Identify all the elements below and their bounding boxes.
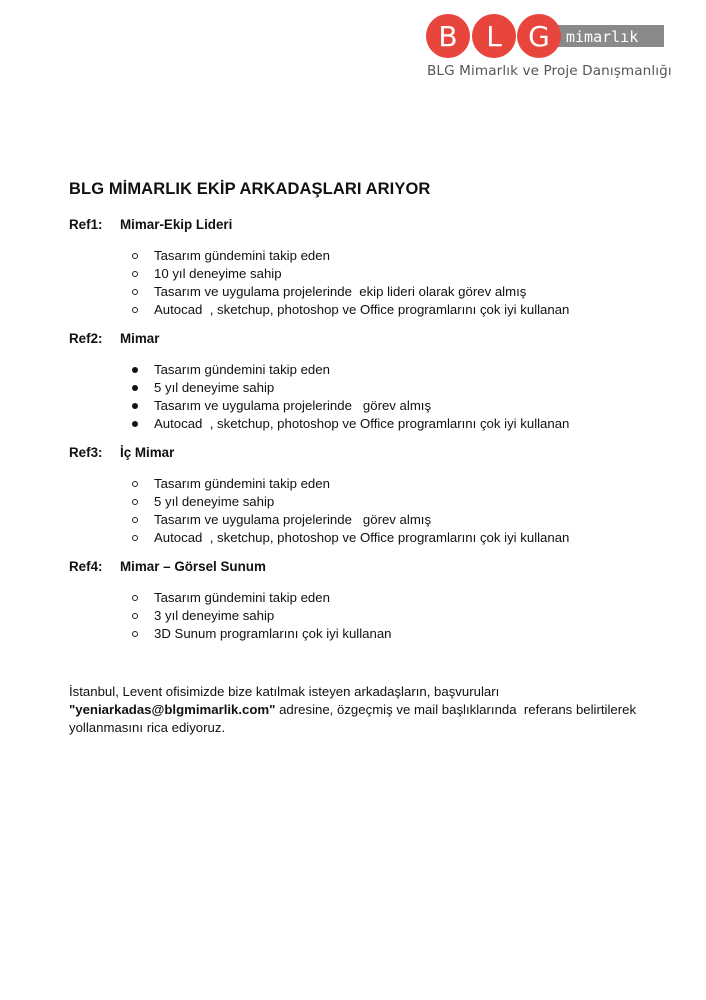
list-item	[132, 301, 652, 319]
ref-role: Mimar-Ekip Lideri	[120, 217, 233, 232]
ref-code: Ref2:	[69, 331, 103, 346]
ref-role: Mimar – Görsel Sunum	[120, 559, 266, 574]
list-item	[132, 247, 652, 265]
ref-section-4	[69, 559, 669, 641]
ref-role: İç Mimar	[120, 445, 175, 460]
bullet-icon	[132, 307, 138, 313]
bullet-icon	[132, 517, 138, 523]
list-item-text: Tasarım gündemini takip eden	[154, 590, 330, 605]
ref-heading	[69, 217, 669, 237]
logo-brand-word: mimarlık	[566, 28, 639, 46]
page-title: BLG MİMARLIK EKİP ARKADAŞLARI ARIYOR	[69, 180, 431, 198]
list-item-text: Tasarım gündemini takip eden	[154, 248, 330, 263]
bullet-icon	[132, 631, 138, 637]
bullet-icon	[132, 289, 138, 295]
list-item	[132, 415, 652, 433]
ref-requirements-list	[132, 247, 652, 319]
list-item	[132, 625, 652, 643]
ref-requirements-list	[132, 361, 652, 433]
ref-heading	[69, 445, 669, 465]
list-item-text: Tasarım ve uygulama projelerinde ekip lideri olarak görev almış	[154, 284, 527, 299]
list-item	[132, 265, 652, 283]
ref-code: Ref3:	[69, 445, 103, 460]
list-item	[132, 361, 652, 379]
company-tagline: BLG Mimarlık ve Proje Danışmanlığı	[427, 63, 672, 79]
list-item	[132, 475, 652, 493]
list-item	[132, 589, 652, 607]
bullet-icon	[132, 595, 138, 601]
bullet-icon	[132, 385, 138, 391]
application-email: "yeniarkadas@blgmimarlik.com"	[69, 702, 276, 717]
ref-code: Ref1:	[69, 217, 103, 232]
list-item-text: Tasarım ve uygulama projelerinde görev almış	[154, 512, 432, 527]
logo-letter-l: L	[486, 20, 502, 53]
bullet-icon	[132, 403, 138, 409]
ref-code: Ref4:	[69, 559, 103, 574]
list-item	[132, 379, 652, 397]
closing-line: İstanbul, Levent ofisimizde bize katılmak isteyen arkadaşların, başvuruları	[69, 684, 500, 699]
bullet-icon	[132, 613, 138, 619]
ref-heading	[69, 559, 669, 579]
closing-line	[69, 701, 669, 719]
list-item-text: 5 yıl deneyime sahip	[154, 380, 275, 395]
logo-letter-b: B	[438, 20, 458, 53]
logo-letter-g: G	[528, 20, 550, 53]
closing-line-rest: adresine, özgeçmiş ve mail başlıklarında referans belirtilerek	[275, 702, 637, 717]
bullet-icon	[132, 499, 138, 505]
closing-line: yollanmasını rica ediyoruz.	[69, 720, 226, 735]
bullet-icon	[132, 271, 138, 277]
ref-section-3	[69, 445, 669, 545]
ref-heading	[69, 331, 669, 351]
list-item-text: 5 yıl deneyime sahip	[154, 494, 275, 509]
list-item-text: Autocad , sketchup, photoshop ve Office programlarını çok iyi kullanan	[154, 530, 570, 545]
list-item	[132, 607, 652, 625]
list-item	[132, 493, 652, 511]
list-item-text: Tasarım ve uygulama projelerinde görev almış	[154, 398, 432, 413]
ref-requirements-list	[132, 475, 652, 547]
bullet-icon	[132, 535, 138, 541]
ref-role: Mimar	[120, 331, 160, 346]
application-instructions	[69, 683, 669, 737]
list-item	[132, 283, 652, 301]
bullet-icon	[132, 421, 138, 427]
list-item-text: Autocad , sketchup, photoshop ve Office programlarını çok iyi kullanan	[154, 302, 570, 317]
bullet-icon	[132, 253, 138, 259]
ref-section-1	[69, 217, 669, 317]
list-item-text: 3 yıl deneyime sahip	[154, 608, 275, 623]
ref-section-2	[69, 331, 669, 431]
list-item-text: Tasarım gündemini takip eden	[154, 362, 330, 377]
list-item-text: 10 yıl deneyime sahip	[154, 266, 282, 281]
list-item	[132, 511, 652, 529]
bullet-icon	[132, 481, 138, 487]
list-item-text: Autocad , sketchup, photoshop ve Office programlarını çok iyi kullanan	[154, 416, 570, 431]
list-item-text: Tasarım gündemini takip eden	[154, 476, 330, 491]
list-item	[132, 397, 652, 415]
ref-requirements-list	[132, 589, 652, 643]
logo-mark	[426, 12, 666, 62]
list-item-text: 3D Sunum programlarını çok iyi kullanan	[154, 626, 392, 641]
bullet-icon	[132, 367, 138, 373]
list-item	[132, 529, 652, 547]
